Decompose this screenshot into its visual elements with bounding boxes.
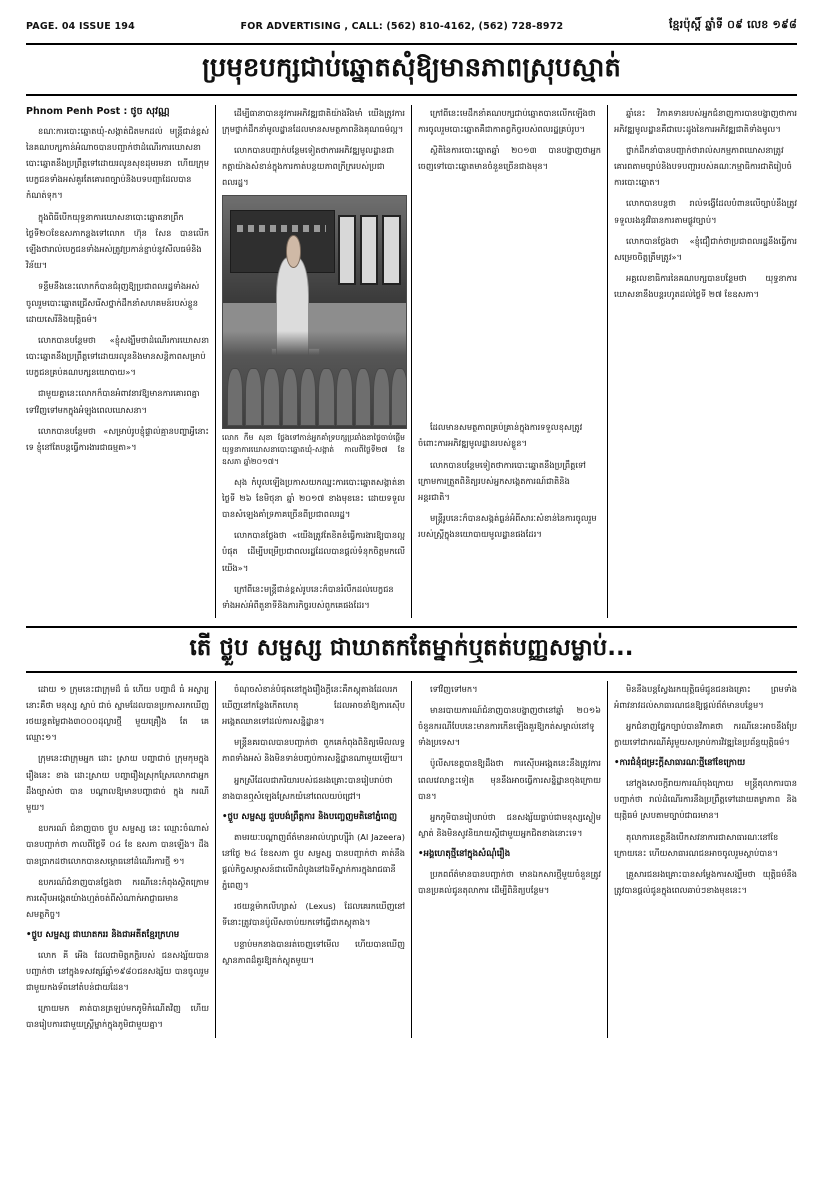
article-column-3	[418, 105, 601, 619]
paragraph: ទន្ទឹមនឹងនេះលោកក៏បានជំរុញឱ្យប្រជាពលរដ្ឋទាំងអស់ចូលរួមបោះឆ្នោតជ្រើសរើសថ្នាក់ដឹកនាំសហគមន៍របស់ខ្លួនដោយសេរីនិងយុត្តិធម៌។	[26, 281, 200, 324]
article-column-1	[26, 105, 209, 619]
paragraph: អ្នកជំនាញផ្នែកច្បាប់បានវិភាគថា ករណីនេះអាចនឹងប្រែក្លាយទៅជាករណីគំរូមួយសម្រាប់ការវិវឌ្ឍនៃប្រព័ន្ធយុត្តិធម៌។	[614, 721, 797, 748]
paragraph: អគ្គលេខាធិការនៃគណបក្សបានបន្ថែមថា យុទ្ធនាការឃោសនានឹងបន្តរហូតដល់ថ្ងៃទី ២៧ ខែឧសភា។	[614, 273, 797, 300]
paragraph: មន្ត្រីរូបនេះក៏បានសង្កត់ធ្ងន់អំពីសារៈសំខាន់នៃការចូលរួមរបស់ស្ត្រីក្នុងនយោបាយមូលដ្ឋានផងដែរ។	[418, 513, 597, 540]
paragraph: លោកបានបន្តថា រាល់ទង្វើដែលបំពានលើច្បាប់នឹងត្រូវទទួលរងនូវវិធានការតាមផ្លូវច្បាប់។	[614, 198, 797, 225]
paragraph: ដែលមានសមត្ថភាពគ្រប់គ្រាន់ក្នុងការទទួលខុសត្រូវចំពោះការអភិវឌ្ឍមូលដ្ឋានរបស់ខ្លួន។	[418, 422, 583, 449]
paragraph: ក្នុងពិធីបើកយុទ្ធនាការឃោសនាបោះឆ្នោតនាព្រឹកថ្ងៃទី២០ខែឧសភាកន្លងទៅលោក ហ៊ុន សែន បានលើកឡើងថារាល់បេក្ខជនទាំងអស់ត្រូវប្រកាន់ខ្ជាប់នូវសីលធម៌និងវិន័យ។	[26, 211, 209, 271]
article2-column-1	[26, 681, 209, 1038]
article-column-4	[614, 105, 797, 619]
paragraph: តុលាការខេត្តនឹងបើកសវនាការជាសាធារណៈនៅខែក្រោយនេះ ហើយសាធារណជនអាចចូលរួមស្តាប់បាន។	[614, 831, 779, 858]
paragraph: លោកបានបន្ថែមទៀតថាការបោះឆ្នោតនឹងប្រព្រឹត្តទៅក្រោមការត្រួតពិនិត្យរបស់អ្នកសង្កេតការណ៍ជាតិនិងអន្តរជាតិ។	[418, 459, 586, 502]
paragraph: នៅក្នុងសេចក្តីរាយការណ៍ចុងក្រោយ មន្ត្រីតុលាការបានបញ្ជាក់ថា រាល់ដំណើរការនឹងប្រព្រឹត្តទៅដោយតម្លាភាព និងយុត្តិធម៌ ស្របតាមច្បាប់ជាធរមាន។	[614, 778, 797, 821]
paragraph: ក្រៅពីនេះមន្ត្រីជាន់ខ្ពស់រូបនេះក៏បានរំលឹកដល់បេក្ខជនទាំងអស់អំពីតួនាទីនិងភារកិច្ចរបស់ពួកគេផងដែរ។	[222, 583, 394, 610]
paragraph: ដោយ ១ ក្រុមនេះជាក្រុមដ៏ ធំ ហើយ បញ្ហាដ៏ ធំ អស្ចារ្យនោះគឺថា មនុស្ស ស្លាប់ ជាច់ ស្នាមដែលបានប្រកាសរកឃើញរថយន្តតម្លៃជាង៣០០០ដុល្លារថ្មី មួយគ្រឿង តែ គេ ឈ្មោះ១។	[26, 683, 209, 743]
paragraph: ខណៈការបោះឆ្នោតឃុំ-សង្កាត់ជិតមកដល់ មន្ត្រីជាន់ខ្ពស់នៃគណបក្សកាន់អំណាចបានបញ្ជាក់ថាដំណើរការឃោសនាបោះឆ្នោតនឹងប្រព្រឹត្តទៅដោយរលូនសុខដុមរមនា ហើយក្រុមបេក្ខជនទាំងអស់គួរតែគោរពច្បាប់និងបទបញ្ជាដែលបានកំណត់ទុក។	[26, 125, 209, 201]
paragraph: ប៉ូលីសខេត្តបានឱ្យដឹងថា ការស៊ើបអង្កេតនេះនឹងត្រូវការពេលវេលាខ្លះទៀត មុននឹងអាចធ្វើការសន្និដ្ឋានចុងក្រោយបាន។	[418, 758, 601, 801]
paragraph: គ្រួសារជនរងគ្រោះបានសម្តែងការសង្ឃឹមថា យុត្តិធម៌នឹងត្រូវបានផ្តល់ជូនក្នុងពេលឆាប់ៗខាងមុខនេះ។	[614, 868, 797, 896]
byline: Phnom Penh Post : ថូច សុវណ្ណ	[26, 105, 170, 117]
paragraph: ប្រភពព័ត៌មានបានបញ្ជាក់ថា មានឯកសារថ្មីមួយចំនួនត្រូវបានប្រគល់ជូនតុលាការ ដើម្បីពិនិត្យបន្ថែម។	[418, 868, 601, 896]
paragraph: លោកបានថ្លែងថា «ខ្ញុំជឿជាក់ថាប្រជាពលរដ្ឋនឹងធ្វើការសម្រេចចិត្តត្រឹមត្រូវ»។	[614, 235, 797, 262]
paragraph: មិននឹងបន្តស្វែងរកយុត្តិធម៌ជូនជនរងគ្រោះ ព្រមទាំងអំពាវនាវដល់សាធារណជនឱ្យផ្តល់ព័ត៌មានបន្ថែម។	[614, 683, 797, 710]
advertising-phone-line: FOR ADVERTISING , CALL: (562) 810-4162, (562) 728-8972	[240, 20, 564, 32]
paragraph: សុង កំបូលឡើងប្រកាសយកឈ្នះការបោះឆ្នោតសង្កាត់នាថ្ងៃទី ២៦ ខែមិថុនា ឆ្នាំ ២០១៧ ខាងមុខនេះ ដោយទទួលបានសំឡេងគាំទ្រភាគច្រើនពីប្រជាពលរដ្ឋ។	[222, 476, 405, 519]
paragraph: ដើម្បីធានាបាននូវការអភិវឌ្ឍជាតិយ៉ាងរឹងមាំ យើងត្រូវការក្រុមថ្នាក់ដឹកនាំមូលដ្ឋានដែលមានសមត្ថភាពនិងគុណធម៌ល្អ។	[222, 107, 405, 134]
paragraph: ក្រៅពីនេះមេដឹកនាំគណបក្សជាប់ឆ្នោតបានលើកឡើងថាការចូលរួមបោះឆ្នោតគឺជាកាតព្វកិច្ចរបស់ពលរដ្ឋគ្រប់រូប។	[418, 107, 596, 134]
headline-main: ប្រមុខបក្សជាប់ឆ្នោតសុំឱ្យមានភាពស្រុបស្មាត់	[202, 53, 621, 83]
paragraph: ឧបករណ៍ជំនាញបានថ្លែងថា ករណីនេះកំពុងស្ថិតក្រោមការស៊ើបអង្កេតយ៉ាងហ្មត់ចត់ពីសំណាក់អាជ្ញាធរមានសមត្ថកិច្ច។	[26, 876, 209, 920]
article-photo	[222, 195, 407, 429]
paragraph: ទៅវិញទៅមក។	[430, 683, 478, 694]
paragraph: ស្ថិតិនៃការបោះឆ្នោតឆ្នាំ ២០១៣ បានបង្ហាញថាអ្នកចេញទៅបោះឆ្នោតមានចំនួនច្រើនជាងមុន។	[418, 144, 601, 172]
paragraph: មន្ត្រីនគរបាលបានបញ្ជាក់ថា ពួកគេកំពុងពិនិត្យមើលលទ្ធភាពទាំងអស់ និងមិនទាន់បញ្ចប់ការសន្និដ្ឋានណាមួយឡើយ។	[222, 737, 405, 764]
portrait-frames	[338, 215, 400, 285]
paragraph: ថ្នាក់ដឹកនាំបានបញ្ជាក់ថារាល់សកម្មភាពឃោសនាត្រូវគោរពតាមច្បាប់និងបទបញ្ជារបស់គណៈកម្មាធិការជាតិរៀបចំការបោះឆ្នោត។	[614, 144, 792, 188]
masthead	[26, 18, 797, 40]
paragraph: អ្នកស្រីដែលជាភរិយារបស់ជនរងគ្រោះបានរៀបរាប់ថា នាងបានឮសំឡេងស្រែកយំនៅពេលយប់ជ្រៅ។	[222, 774, 393, 801]
masthead-khmer-label: ខ្មែរប៉ុស្តិ៍ ឆ្នាំទី ០៩ លេខ ១៩៨	[668, 18, 797, 31]
paragraph: ក្រុមនេះជាក្រុមអ្នក ដោះ ស្រាយ បញ្ហាជាច់ ក្រុមកុមក្នុង រឿងនេះ ខាង ដោះស្រាយ បញ្ហារឿងស្រុកស្រែលោកជាអ្នកដឹងច្បាស់ថា បាន បណ្តាលឱ្យមានបញ្ហាជាច់ ក្នុង ករណី មួយ។	[26, 753, 209, 812]
article2-column-4	[614, 681, 797, 1038]
headline-band-secondary	[26, 628, 797, 673]
article-column-2	[222, 105, 405, 619]
paragraph: មានរបាយការណ៍ជំនាញបានបង្ហាញថានៅឆ្នាំ ២០១៦ ចំនួនករណីបែបនេះមានការកើនឡើងគួរឱ្យកត់សម្គាល់នៅទូទាំងប្រទេស។	[418, 704, 601, 748]
article-main	[26, 105, 797, 619]
paragraph: អ្នកភូមិបានរៀបរាប់ថា ជនសង្ស័យធ្លាប់ជាមនុស្សស្ងៀមស្ងាត់ និងមិនសូវនិយាយស្តីជាមួយអ្នកជិតខាងនោះទេ។	[418, 811, 601, 839]
paragraph: រថយន្តម៉ាកលីហ្សាស់ (Lexus) ដែលគេរកឃើញនៅទីនោះត្រូវបានប៉ូលីសចាប់យកទៅធ្វើជាភស្តុតាង។	[222, 901, 405, 928]
subheading: •ការជំនុំជម្រះក្តីសាធារណៈថ្មីនៅខែក្រោយ	[614, 758, 746, 769]
paragraph: បន្ទាប់មកនាងបានរត់ចេញទៅមើល ហើយបានឃើញស្ថានភាពដ៏គួរឱ្យតក់ស្លុតមួយ។	[222, 938, 405, 965]
paragraph: ឧបករណ៍ ជំនាញបាច ថ្លួប សម្ផស្ស នេះ ឈ្មោះចំណាស់បានបញ្ជាក់ថា កាលពីថ្ងៃទី ០៤ ខែ ឧសភា បានឡើង។ ដឹងបានប្រាកដថាលោកបានសម្ភោធនៅដំណើរការថ្មី ១។	[26, 823, 209, 866]
paragraph: ឆ្នាំនេះ វិភាគទានរបស់អ្នកជំនាញការបានបង្ហាញថាការអភិវឌ្ឍមូលដ្ឋានគឺជាបេះដូងនៃការអភិវឌ្ឍជាតិទាំងមូល។	[614, 107, 797, 134]
paragraph: ជាមួយគ្នានេះលោកក៏បានអំពាវនាវឱ្យមានការគោរពគ្នាទៅវិញទៅមកក្នុងអំឡុងពេលឃោសនា។	[26, 388, 200, 415]
subheading: •អង្គហេតុថ្មីនៅក្នុងសំណុំរឿង	[418, 849, 511, 860]
page-issue-label: PAGE. 04 ISSUE 194	[26, 20, 135, 32]
audience-crowd	[223, 331, 406, 428]
article2-column-2	[222, 681, 405, 1038]
paragraph: តាមរយៈបណ្តាញព័ត៌មានអាល់ហ្សាហ្ស៊ីរ៉ា (Al Jazeera) នៅថ្ងៃ ២៤ ខែឧសភា ថ្លួប សម្ផស្ស បានបញ្ជាក់ថា គាត់នឹងផ្តល់កិច្ចសម្ភាសន៍ជាលើកដំបូងនៅឯទីស្នាក់ការក្នុងរាជធានីភ្នំពេញ។	[222, 831, 405, 891]
headline-secondary: តើ ថ្លួប សម្ផស្ស ជាឃាតកតែម្នាក់ឬតត់បញ្ញសម្លាប់...	[189, 635, 634, 662]
headline-band-main	[26, 43, 797, 96]
article2-column-3	[418, 681, 601, 1038]
paragraph: លោកបានបញ្ជាក់បន្ថែមទៀតថាការអភិវឌ្ឍមូលដ្ឋានជាកត្តាយ៉ាងសំខាន់ក្នុងការកាត់បន្ថយភាពក្រីក្ររបស់ប្រជាពលរដ្ឋ។	[222, 144, 395, 188]
paragraph: ក្រោយមក គាត់បានត្រឡប់មកភូមិកំណើតវិញ ហើយបានរៀបការជាមួយស្ត្រីម្នាក់ក្នុងភូមិជាមួយគ្នា។	[26, 1003, 209, 1030]
paragraph: ចំណុចសំខាន់បំផុតនៅក្នុងរឿងក្តីនេះគឺភស្តុតាងដែលរកឃើញនៅកន្លែងកើតហេតុ ដែលអាចនាំឱ្យការស៊ើបអង្កេតឈានទៅដល់ការសន្និដ្ឋាន។	[222, 683, 405, 727]
subheading: •ថ្លួប សម្ផស្ស ជាឃាតកររ និងជាអតីតខ្មែរក្រហម	[26, 930, 180, 941]
article-secondary	[26, 681, 797, 1038]
photo-caption: លោក កឹម សុខា ថ្លែងទៅកាន់អ្នកគាំទ្របក្សប្រឆាំងនាថ្ងៃចាប់ផ្តើមយុទ្ធនាការឃោសនាបោះឆ្នោតឃុំ-សង្កាត់ កាលពីថ្ងៃទី២៧ ខែឧសភា ឆ្នាំ២០១៧។	[222, 433, 405, 466]
paragraph: លោកបានថ្លែងថា «យើងត្រូវតែខិតខំធ្វើការងារឱ្យបានល្អបំផុត ដើម្បីបម្រើប្រជាពលរដ្ឋដែលបានផ្តល់ទំនុកចិត្តមកលើយើង»។	[222, 530, 405, 573]
paragraph: លោកបានបន្ថែមថា «សម្រាប់រូបខ្ញុំផ្ទាល់គ្មានបញ្ហាអ្វីនោះទេ ខ្ញុំនៅតែបន្តធ្វើការងារជាធម្មតា»។	[26, 425, 209, 452]
subheading: •ថ្លួប សម្ផស្ស ជួបបង់ព្រឹត្តការ និងបញ្ចេញមតិនៅភ្នំពេញ	[222, 811, 398, 822]
paragraph: លោក គី អើង ដែលជាមិត្តភក្តិរបស់ ជនសង្ស័យបានបញ្ជាក់ថា នៅក្នុងទសវត្សរ៍ឆ្នាំ១៩៨០ជនសង្ស័យ បានចូលរួមជាមួយកងទ័ពនៅតំបន់ជាយដែន។	[26, 949, 209, 993]
paragraph: លោកបានបន្ថែមថា «ខ្ញុំសង្ឃឹមថាដំណើរការឃោសនាបោះឆ្នោតនឹងប្រព្រឹត្តទៅដោយរលូននិងមានសន្តិភាពសម្រាប់បេក្ខជនគ្រប់គណបក្សនយោបាយ»។	[26, 334, 209, 378]
